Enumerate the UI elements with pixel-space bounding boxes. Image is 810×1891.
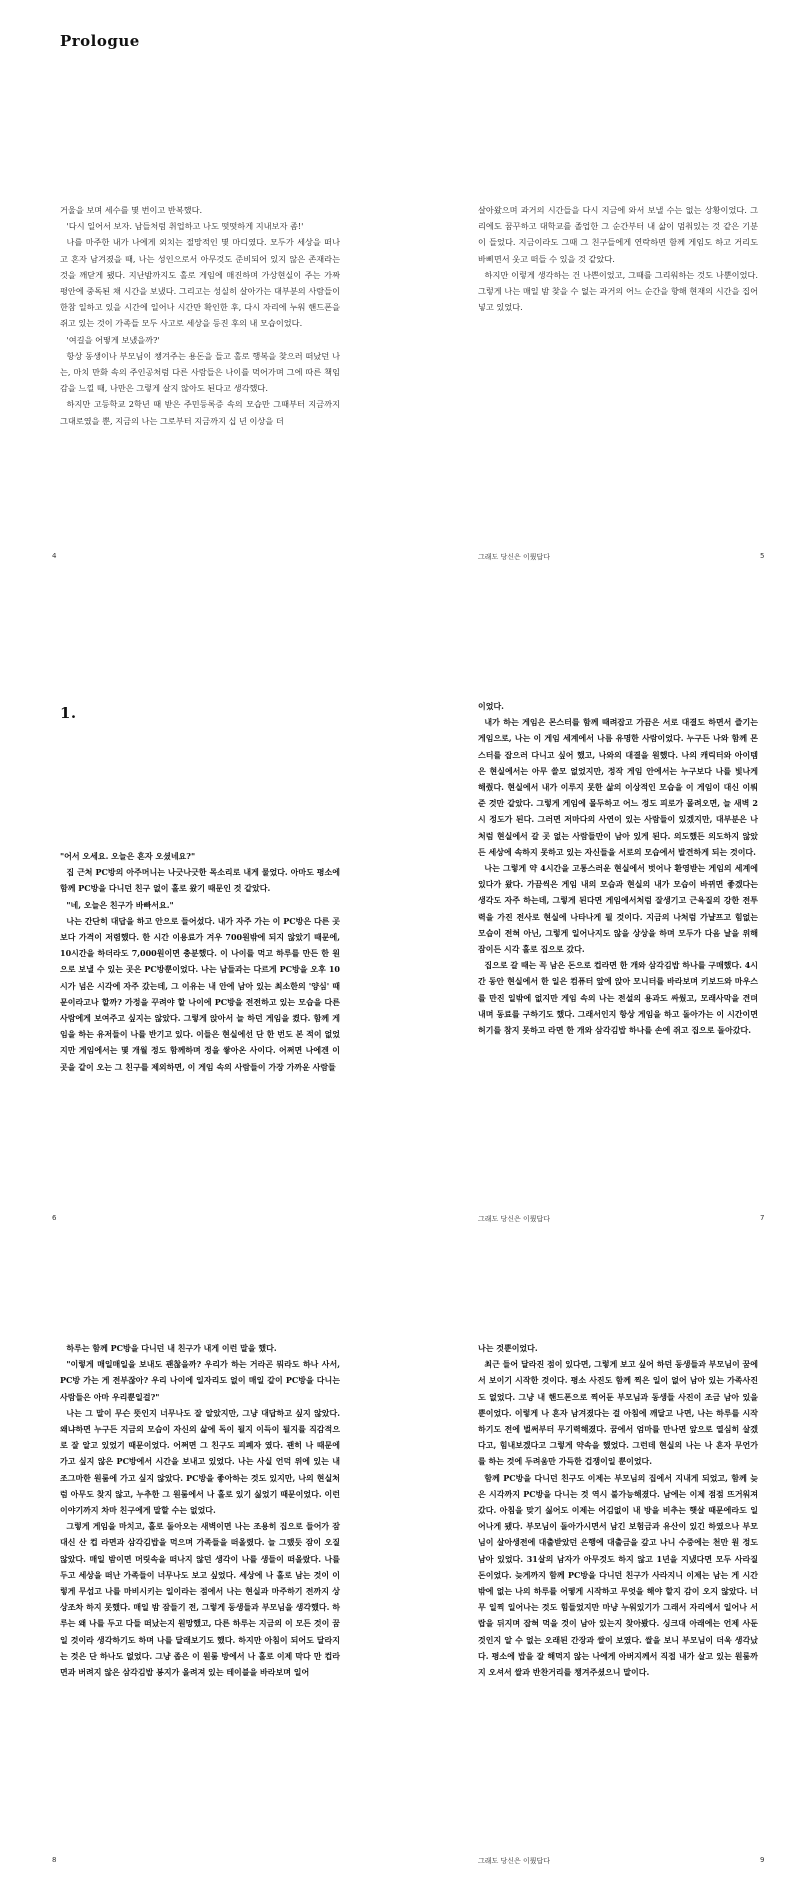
chapter-heading: 1. bbox=[60, 704, 77, 722]
left-page-text bbox=[60, 1340, 340, 1680]
page-number: 8 bbox=[52, 1856, 57, 1864]
running-title: 그래도 당신은 이뤘답다 bbox=[478, 1215, 551, 1223]
paragraph: "어서 오세요. 오늘은 혼자 오셨네요?" bbox=[60, 851, 196, 861]
paragraph: '여길을 어떻게 보냈을까?' bbox=[66, 334, 160, 345]
paragraph: 집 근처 PC방의 아주머니는 나긋나긋한 목소리로 내게 물었다. 아마도 평소에 함께 PC방을 다니던 친구 없이 홀로 왔기 때문인 것 같았다. bbox=[60, 867, 340, 894]
chapter-heading: Prologue bbox=[60, 32, 140, 50]
paragraph: 이었다. bbox=[478, 701, 504, 711]
spread-continuation bbox=[0, 1250, 810, 1891]
paragraph: 나를 마주한 내가 나에게 외치는 절망적인 몇 마디였다. 모두가 세상을 떠나고 혼자 남겨졌을 때, 나는 성인으로서 아무것도 준비되어 있지 않은 존재라는 것을 깨닫게 됐다. 지난밤까지도 홀로 게임에 매진하며 가상현실이 주는 가짜 평안에 중독된 채 시간을 보냈다. 그리고는 성실히 살아가는 대부분의 사람들이 한참 일하고 있을 시간에 일어나 시간만 확인한 후, 다시 자리에 누워 핸드폰을 쥐고 있는 것이 가족들 모두 사고로 세상을 등진 후의 내 모습이었다. bbox=[60, 237, 340, 329]
paragraph: 나는 그 말이 무슨 뜻인지 너무나도 잘 알았지만, 그냥 대답하고 싶지 않았다. 왜냐하면 누구든 지금의 모습이 자신의 삶에 독이 될지 이득이 될지를 직감적으로 잘 알고 있었기 때문이었다. 어쩌면 그 친구도 피폐자 였다. 괜히 나 때문에 가고 싶지 않은 PC방에서 시간을 보내고 있었다. 나는 사실 언덕 위에 있는 내 조그마한 원룸에 가고 싶지 않았다. PC방을 좋아하는 것도 있지만, 나의 현실처럼 아무도 찾지 않고, 누추한 그 원룸에서 나 홀로 있기 싫었기 때문이었다. 이런 이야기까지 차마 친구에게 말할 수는 없었다. bbox=[60, 1407, 340, 1516]
paragraph: 집으로 갈 때는 꼭 남은 돈으로 컵라면 한 개와 삼각김밥 하나를 구매했다. 4시간 동안 현실에서 한 일은 컴퓨터 앞에 앉아 모니터를 바라보며 키보드와 마우스를 만진 일밖에 없지만 게임 속의 나는 전설의 용과도 싸웠고, 모래사막을 견뎌내며 동료를 구하기도 했다. 그래서인지 항상 게임을 하고 돌아가는 이 시간이면 허기를 참지 못하고 라면 한 개와 삼각김밥 하나를 손에 쥐고 집으로 돌아갔다. bbox=[478, 960, 759, 1036]
right-page-text bbox=[478, 202, 758, 315]
paragraph: 그렇게 게임을 마치고, 홀로 돌아오는 새벽이면 나는 조용히 집으로 들어가 잠 대신 산 컵 라면과 삼각김밥을 먹으며 가족들을 떠올렸다. 늘 그랬듯 잠이 오질 않았다. 매일 밤이면 머릿속을 떠나지 않던 생각이 나를 생들이 떠올랐다. 나를 두고 세상을 떠난 가족들이 너무나도 보고 싶었다. 세상에 나 홀로 남는 것이 이렇게 무섭고 나를 마비시키는 일이라는 점에서 나는 현실과 마주하기 전까지 상상조차 하지 못했다. 매일 밤 잠들기 전, 그렇게 동생들과 부모님을 생각했다. 하루는 왜 나를 두고 다들 떠났는지 원망했고, 다른 하루는 지금의 이 모든 것이 꿈일 것이라 생각하기도 하며 나를 달래보기도 했다. 하지만 아침이 되어도 달라지는 것은 단 하나도 없었다. 그냥 좁은 이 원룸 방에서 나 홀로 이제 막다 만 컵라면과 버려지 않은 삼각김밥 봉지가 올려져 있는 테이블을 바라보며 일어 bbox=[60, 1521, 340, 1678]
paragraph: "네, 오늘은 친구가 바빠서요." bbox=[66, 899, 174, 910]
paragraph: 최근 들어 달라진 점이 있다면, 그렇게 보고 싶어 하던 동생들과 부모님이 꿈에서 보이기 시작한 것이다. 평소 사진도 함께 찍은 일이 없어 남아 있는 가족사진도 없었다. 그냥 내 핸드폰으로 찍어둔 부모님과 동생들 사진이 조금 남아 있을 뿐이었다. 이렇게 나 혼자 남겨졌다는 걸 아침에 깨달고 나면, 나는 하루를 시작하기도 전에 벌써부터 무기력해졌다. 꿈에서 엄마를 만나면 앞으로 열심히 살겠다고, 힘내보겠다고 그렇게 약속을 했었다. 그런데 현실의 나는 나 혼자 무언가를 하는 것에 두려움만 가득한 겁쟁이일 뿐이었다. bbox=[478, 1359, 758, 1467]
paragraph: "이렇게 매일매일을 보내도 괜찮을까? 우리가 하는 거라곤 뭐라도 하나 사서, PC방 가는 게 전부잖아? 우리 나이에 일자리도 없이 매일 같이 PC방을 다니는 사람들은 아마 우리뿐일걸?" bbox=[60, 1359, 340, 1402]
paragraph: '다시 일어서 보자. 남들처럼 취업하고 나도 떳떳하게 지내보자 좀!' bbox=[66, 221, 304, 232]
paragraph: 하지만 이렇게 생각하는 건 나쁜이었고, 그때를 그리워하는 것도 나뿐이었다. 그렇게 나는 매일 밤 찾을 수 없는 과거의 어느 순간을 향해 현재의 시간을 집어넣고 있었다. bbox=[478, 269, 758, 313]
paragraph: 나는 것뿐이었다. bbox=[478, 1343, 538, 1353]
page-number: 6 bbox=[52, 1214, 57, 1222]
page-number: 7 bbox=[760, 1214, 765, 1222]
paragraph: 하지만 고등학교 2학년 때 받은 주민등록증 속의 모습만 그때부터 지금까지 그대로였을 뿐, 지금의 나는 그로부터 지금까지 십 년 이상을 더 bbox=[60, 399, 340, 426]
right-page-text bbox=[478, 698, 758, 1038]
page-number: 5 bbox=[760, 552, 765, 560]
running-title: 그래도 당신은 이뤘답다 bbox=[478, 553, 551, 561]
paragraph: 나는 그렇게 약 4시간을 고통스러운 현실에서 벗어나 환영받는 게임의 세계에 있다가 왔다. 가끔씩은 게임 내의 모습과 현실의 내가 모습이 바뀌면 좋겠다는 생각도 자주 하는데, 그렇게 된다면 게임에서처럼 잘생기고 근육질의 강한 전투력을 가진 전사로 현실에 나타나게 될 것이다. 지금의 나처럼 가냘프고 힘없는 모습이 전혀 아닌, 그렇게 일어나지도 않을 상상을 하며 모두가 다음 날을 위해 잠이든 시각 홀로 집으로 갔다. bbox=[478, 863, 758, 955]
paragraph: 함께 PC방을 다니던 친구도 이제는 부모님의 집에서 지내게 되었고, 함께 늦은 시각까지 PC방을 다니는 것 역시 불가능해졌다. 남에는 이제 점점 뜨거워져 갔다. 아침을 맞기 싫어도 이제는 어김없이 내 방을 비추는 햇살 때문에라도 일어나게 됐다. 부모님이 돌아가시면서 남긴 보험금과 유산이 있긴 하였으나 부모님이 살아생전에 대출받았던 은행에 대출금을 갚고 나니 수중에는 천만 원 정도 남아 있었다. 31살의 남자가 아무것도 하지 않고 1년을 지냈다면 모두 사라질 돈이었다. 늦게까지 함께 PC방을 다니던 친구가 사라지니 이제는 남는 게 시간밖에 없는 나의 하루를 어떻게 시작하고 무엇을 해야 할지 감이 오지 않았다. 너무 일찍 일어나는 것도 힘들었지만 마냥 누워있기가 그래서 자리에서 일어나 서랍을 뒤지며 잡혀 먹을 것이 남아 있는지 찾아봤다. 싱크대 아래에는 언제 사둔 것인지 알 수 없는 오래된 간장과 쌀이 보였다. 쌀을 보니 부모님이 더욱 생각났다. 평소에 밥을 잘 해먹지 않는 나에게 아버지께서 직접 내가 살고 있는 원룸까지 오셔서 쌀과 반찬거리를 챙겨주셨으니 말이다. bbox=[478, 1472, 758, 1678]
paragraph: 살아왔으며 과거의 시간들을 다시 지금에 와서 보낼 수는 없는 상황이었다. 그리에도 꿈꾸하고 대학교를 졸업한 그 순간부터 내 삶이 멈춰있는 것 같은 기분이 들었다. 지금이라도 그때 그 친구들에게 연락하면 함께 게임도 하고 거리도 바삐면서 웃고 떠들 수 있을 것 같았다. bbox=[478, 205, 758, 264]
spread-chapter-1 bbox=[0, 620, 810, 1250]
left-page-text bbox=[60, 848, 340, 1075]
paragraph: 내가 하는 게임은 몬스터를 함께 때려잡고 가끔은 서로 대결도 하면서 즐기는 게임으로, 나는 이 게임 세계에서 나름 유명한 사람이었다. 누구든 나와 함께 몬스터를 잡으러 다니고 싶어 했고, 나와의 대결을 원했다. 나의 캐릭터와 아이템은 현실에서는 아무 쓸모 없었지만, 정작 게임 안에서는 누구보다 나를 빛나게 해줬다. 현실에서 내가 이루지 못한 삶의 이상적인 모습을 이 게임이 대신 이뤄준 것만 같았다. 그렇게 게임에 몰두하고 어느 정도 피로가 몰려오면, 늘 새벽 2시 정도가 된다. 그러면 저마다의 사연이 있는 사람들이 있겠지만, 대부분은 나처럼 현실에서 갈 곳 없는 사람들만이 남아 있게 된다. 의도했든 의도하지 않았든 세상에 속하지 못하고 있는 자신들을 서로의 모습에서 발견하게 되는 것이다. bbox=[478, 717, 758, 857]
right-page-text bbox=[478, 1340, 758, 1680]
page-number: 9 bbox=[760, 1856, 765, 1864]
paragraph: 항상 동생이나 부모님이 챙겨주는 용돈을 들고 홀로 행복을 찾으러 떠났던 나는, 마치 만화 속의 주인공처럼 다른 사람들은 나이를 먹어가며 그에 따른 책임감을 느낄 때, 나만은 그렇게 살지 않아도 된다고 생각했다. bbox=[60, 350, 340, 394]
paragraph: 거울을 보며 세수를 몇 번이고 반복했다. bbox=[60, 205, 203, 215]
left-page-text bbox=[60, 202, 340, 429]
paragraph: 나는 간단히 대답을 하고 안으로 들어섰다. 내가 자주 가는 이 PC방은 다른 곳보다 가격이 저렴했다. 한 시간 이용료가 겨우 700원밖에 되지 않았기 때문에, 10시간을 하더라도 7,000원이면 충분했다. 이 나이를 먹고 하루를 만든 한 원으로 보낼 수 있는 곳은 PC방뿐이었다. 나는 남들과는 다르게 PC방을 오후 10시가 넘은 시각에 자주 갔는데, 그 이유는 내 안에 남아 있는 최소한의 '양심' 때문이라고나 할까? 가정을 꾸려야 할 나이에 PC방을 전전하고 있는 모습을 다른 사람에게 보여주고 싶지는 않았다. 그렇게 앉아서 늘 하던 게임을 켰다. 함께 게임을 하는 유저들이 나를 반기고 있다. 이들은 현실에선 단 한 번도 본 적이 없었지만 게임에서는 몇 개월 정도 함께하며 정을 쌓아온 사이다. 어쩌면 나에겐 이곳을 같이 오는 그 친구를 제외하면, 이 게임 속의 사람들이 가장 가까운 사람들 bbox=[60, 915, 340, 1072]
paragraph: 하루는 함께 PC방을 다니던 내 친구가 내게 이런 말을 했다. bbox=[66, 1343, 277, 1353]
running-title: 그래도 당신은 이뤘답다 bbox=[478, 1857, 551, 1865]
page-number: 4 bbox=[52, 552, 57, 560]
spread-prologue bbox=[0, 0, 810, 620]
